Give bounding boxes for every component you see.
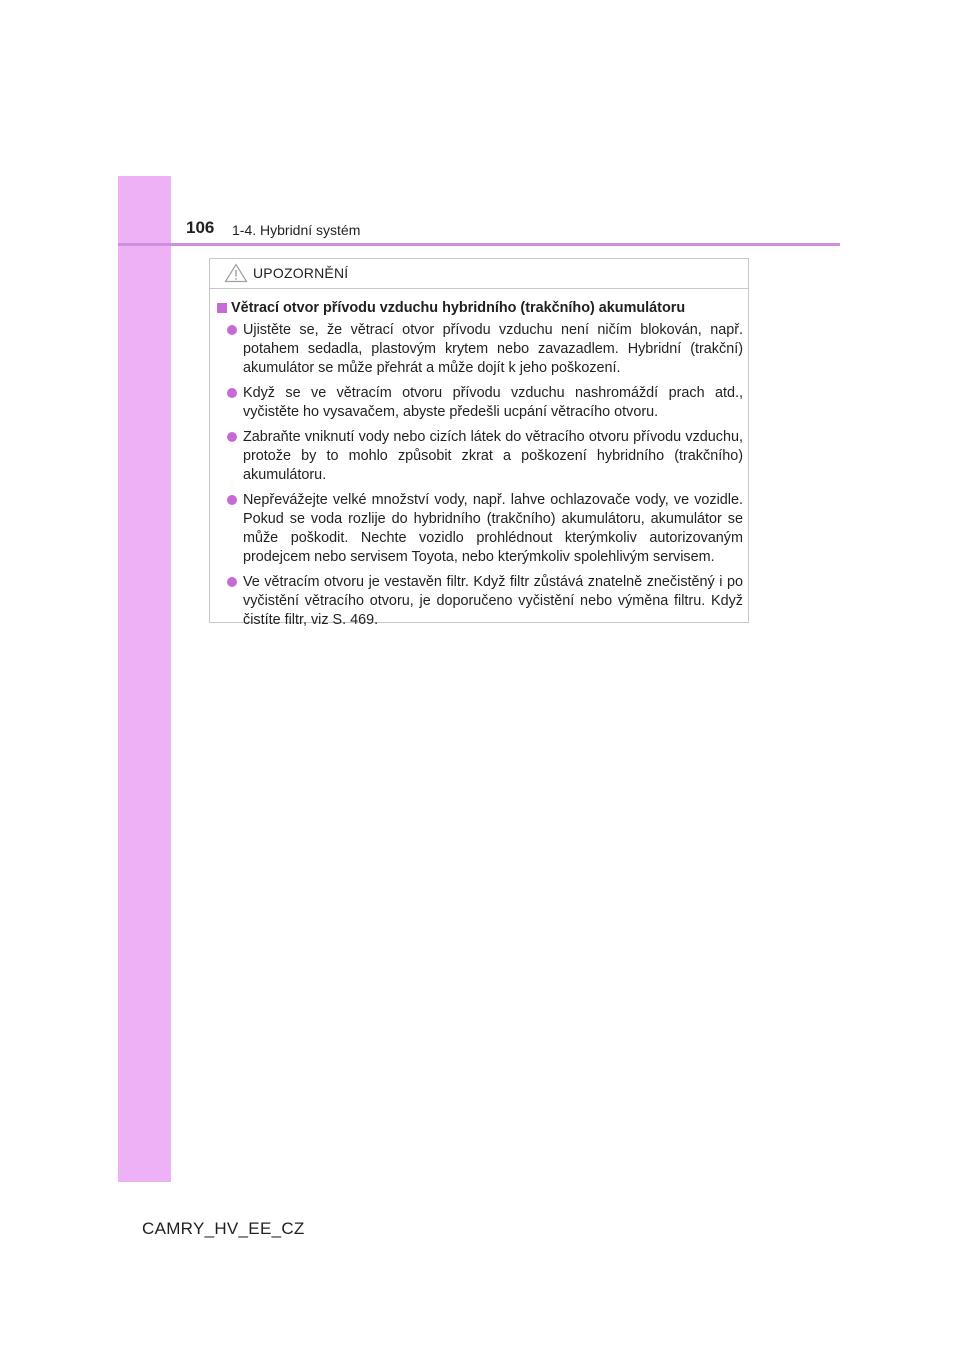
header-rule [118,243,840,246]
list-item-text: Ve větracím otvoru je vestavěn filtr. Když filtr zůstává znatelně znečistěný i po vyčistění větracího otvoru, je doporučeno vyčistění nebo výměna filtru. Když čistíte filtr, viz S. 469. [243,574,743,628]
side-tab-bar [118,176,171,1182]
list-item-text: Ujistěte se, že větrací otvor přívodu vzduchu není ničím blokován, např. potahem sedadla, plastovým krytem nebo zavazadlem. Hybridní (trakční) akumulátor se může přehrát a může dojít k jeho poškození. [243,322,743,376]
bullet-icon [227,495,237,505]
bullet-icon [227,432,237,442]
list-item-text: Zabraňte vniknutí vody nebo cizích látek do větracího otvoru přívodu vzduchu, protože by to mohlo způsobit zkrat a poškození hybridního (trakčního) akumulátoru. [243,429,743,483]
square-bullet-icon [217,303,227,313]
warning-header [210,259,748,289]
list-item-text: Nepřevážejte velké množství vody, např. lahve ochlazovače vody, ve vozidle. Pokud se voda rozlije do hybridního (trakčního) akumulátoru, akumulátor se může poškodit. Nechte vozidlo prohlédnout kterýmkoliv autorizovaným prodejcem nebo servisem Toyota, nebo kterýmkoliv spolehlivým servisem. [243,492,743,565]
list-item [217,384,743,422]
warning-heading-text: Větrací otvor přívodu vzduchu hybridního (trakčního) akumulátoru [231,300,686,316]
document-code: CAMRY_HV_EE_CZ [142,1219,305,1238]
bullet-icon [227,325,237,335]
bullet-icon [227,577,237,587]
list-item-text: Když se ve větracím otvoru přívodu vzduchu nashromáždí prach atd., vyčistěte ho vysavačem, abyste předešli ucpání větracího otvoru. [243,385,743,420]
list-item [217,428,743,485]
warning-heading [217,299,743,318]
warning-triangle-icon [224,263,248,283]
warning-box [209,258,749,628]
list-item [217,491,743,567]
bullet-icon [227,388,237,398]
list-item [217,573,743,630]
list-item [217,321,743,378]
warning-body [217,299,743,636]
section-title: 1-4. Hybridní systém [232,222,361,238]
warning-label: UPOZORNĚNÍ [253,265,349,281]
page-number: 106 [186,218,215,237]
